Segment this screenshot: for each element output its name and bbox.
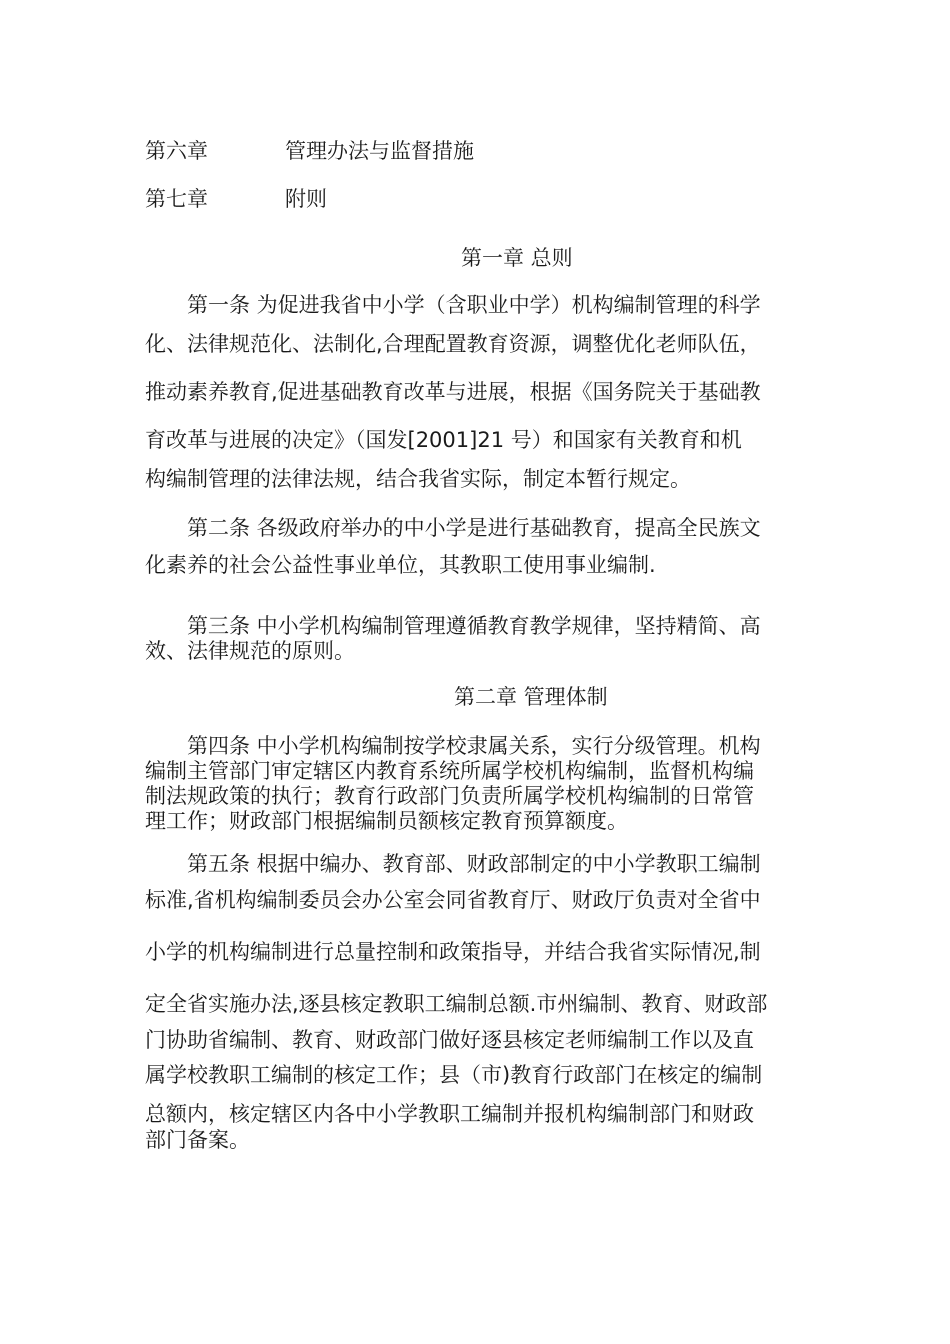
article-4-line: 编制主管部门审定辖区内教育系统所属学校机构编制，监督机构编	[145, 759, 754, 783]
article-3-line: 效、法律规范的原则。	[145, 639, 355, 663]
article-4-line: 第四条 中小学机构编制按学校隶属关系，实行分级管理。机构	[187, 734, 761, 758]
article-1-line: 育改革与进展的决定》（国发[2001]21 号）和国家有关教育和机	[145, 428, 742, 452]
toc-chapter-title: 附则	[285, 187, 327, 211]
toc-chapter-number: 第六章	[145, 139, 208, 163]
toc-chapter-title: 管理办法与监督措施	[285, 139, 474, 163]
article-5-line: 定全省实施办法,逐县核定教职工编制总额.市州编制、教育、财政部	[145, 992, 768, 1016]
article-1-line: 化、法律规范化、法制化,合理配置教育资源，调整优化老师队伍，	[145, 332, 761, 356]
article-5-line: 第五条 根据中编办、教育部、财政部制定的中小学教职工编制	[187, 852, 761, 876]
article-4-line: 制法规政策的执行；教育行政部门负责所属学校机构编制的日常管	[145, 784, 754, 808]
article-1-line: 推动素养教育,促进基础教育改革与进展，根据《国务院关于基础教	[145, 380, 761, 404]
article-5-line: 门协助省编制、教育、财政部门做好逐县核定老师编制工作以及直	[145, 1028, 754, 1052]
article-5-line: 部门备案。	[145, 1128, 250, 1152]
article-3-line: 第三条 中小学机构编制管理遵循教育教学规律，坚持精简、高	[187, 614, 761, 638]
chapter-2-heading: 第二章 管理体制	[454, 685, 608, 709]
article-1-line: 构编制管理的法律法规，结合我省实际，制定本暂行规定。	[145, 467, 691, 491]
article-5-line: 属学校教职工编制的核定工作；县（市)教育行政部门在核定的编制	[145, 1063, 763, 1087]
article-2-line: 化素养的社会公益性事业单位，其教职工使用事业编制.	[145, 553, 656, 577]
chapter-1-heading: 第一章 总则	[461, 246, 573, 270]
article-5-line: 标准,省机构编制委员会办公室会同省教育厅、财政厅负责对全省中	[145, 888, 761, 912]
article-2-line: 第二条 各级政府举办的中小学是进行基础教育，提高全民族文	[187, 516, 761, 540]
article-5-line: 小学的机构编制进行总量控制和政策指导，并结合我省实际情况,制	[145, 940, 761, 964]
article-1-line: 第一条 为促进我省中小学（含职业中学）机构编制管理的科学	[187, 293, 761, 317]
article-4-line: 理工作；财政部门根据编制员额核定教育预算额度。	[145, 809, 628, 833]
toc-chapter-number: 第七章	[145, 187, 208, 211]
article-5-line: 总额内，核定辖区内各中小学教职工编制并报机构编制部门和财政	[145, 1102, 754, 1126]
